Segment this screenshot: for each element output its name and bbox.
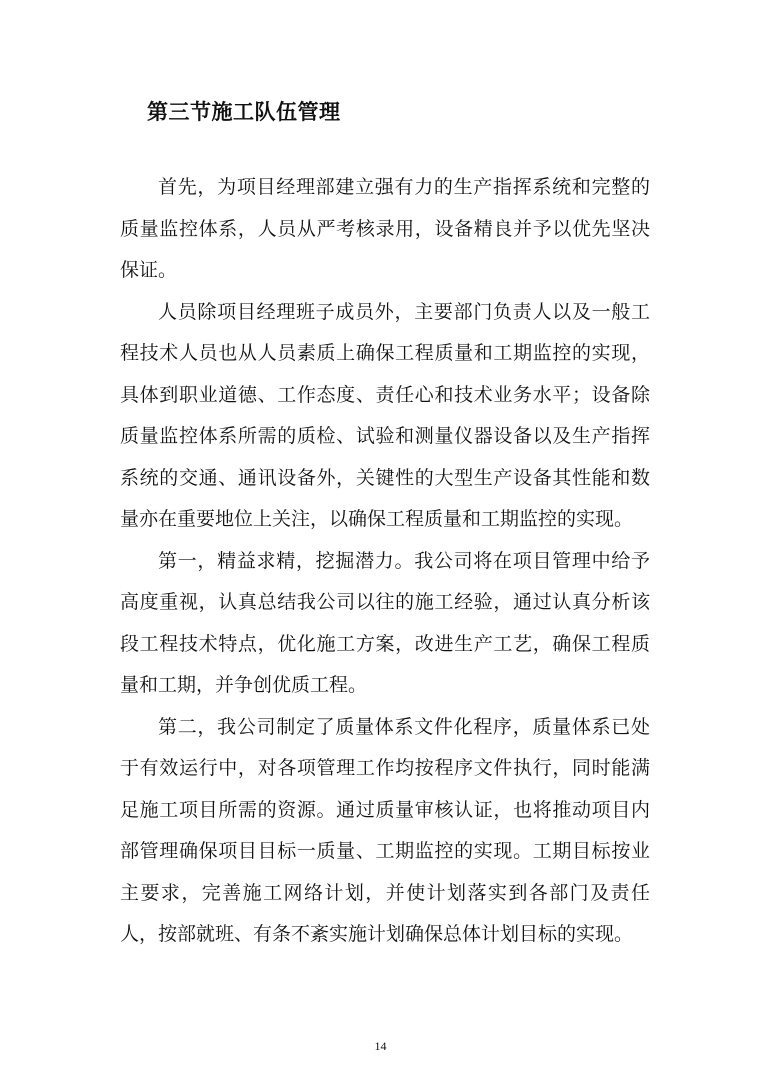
paragraph-3: 第一，精益求精，挖掘潜力。我公司将在项目管理中给予高度重视，认真总结我公司以往的施工经验，通过认真分析该段工程技术特点，优化施工方案，改进生产工艺，确保工程质量和工期，并争创优质工程。 (120, 549, 650, 696)
paragraph-1: 首先，为项目经理部建立强有力的生产指挥系统和完整的质量监控体系，人员从严考核录用，设备精良并予以优先坚决保证。 (120, 176, 650, 281)
body-text (120, 167, 650, 956)
section-title: 第三节施工队伍管理 (147, 99, 341, 124)
paragraph-4: 第二，我公司制定了质量体系文件化程序，质量体系已处于有效运行中，对各项管理工作均按程序文件执行，同时能满足施工项目所需的资源。通过质量审核认证，也将推动项目内部管理确保项目目标一质量、工期监控的实现。工期目标按业主要求，完善施工网络计划，并使计划落实到各部门及责任人，按部就班、有条不紊实施计划确保总体计划目标的实现。 (120, 715, 650, 945)
paragraph-2: 人员除项目经理班子成员外，主要部门负责人以及一般工程技术人员也从人员素质上确保工程质量和工期监控的实现，具体到职业道德、工作态度、责任心和技术业务水平；设备除质量监控体系所需的质检、试验和测量仪器设备以及生产指挥系统的交通、通讯设备外，关键性的大型生产设备其性能和数量亦在重要地位上关注，以确保工程质量和工期监控的实现。 (120, 300, 650, 530)
page-number: 14 (374, 1039, 387, 1053)
